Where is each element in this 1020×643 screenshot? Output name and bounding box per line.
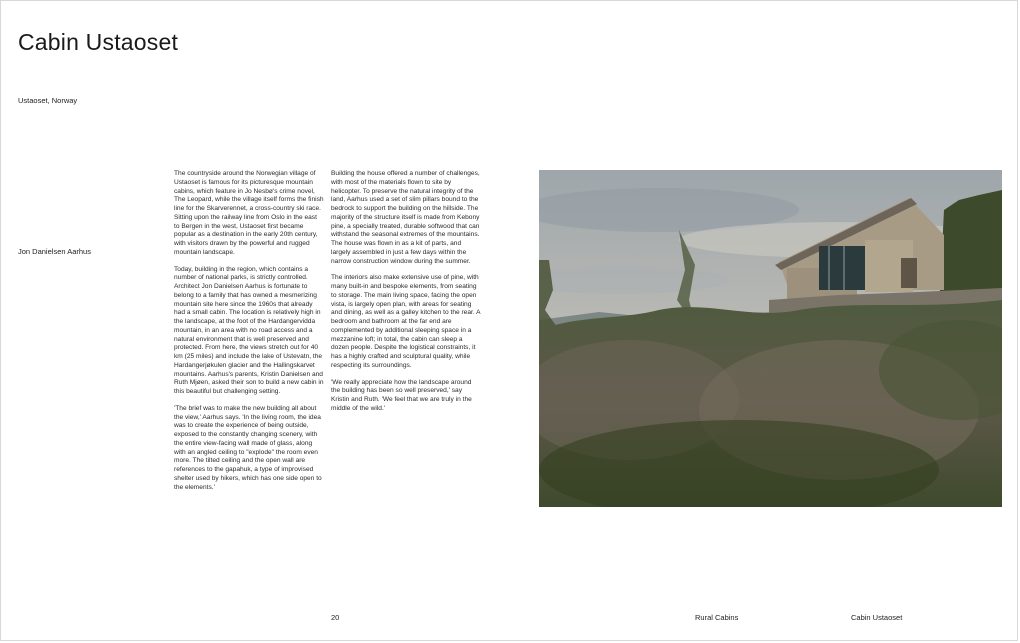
paragraph: 'The brief was to make the new building all about the view,' Aarhus says. 'In the living room, the idea was to create the experience of being outside, exposed to the constantly changing scenery, with the entire view-facing wall made of glass, along with an angled ceiling to "explode" the room even more. The tilted ceiling and the open wall are references to the gapahuk, a type of improvised shelter used by hikers, which has one side open to the elements.'	[174, 404, 322, 491]
paragraph: 'We really appreciate how the landscape around the building has been so well preserved,' say Kristin and Ruth. 'We feel that we are truly in the middle of the wild.'	[331, 378, 472, 412]
project-location: Ustaoset, Norway	[18, 96, 78, 105]
paragraph: Building the house offered a number of challenges, with most of the materials flown to site by helicopter. To preserve the natural integrity of the land, Aarhus used a set of slim pillars bound to the bedrock to support the building on the hillside. The majority of the structure itself is made from Kebony pine, a specially treated, durable softwood that can withstand the seasonal extremes of the mountains. The house was flown in as a kit of parts, and largely assembled in just a few days within the narrow construction window during the summer.	[331, 170, 480, 265]
cabin-photo	[539, 170, 1002, 507]
paragraph: The interiors also make extensive use of pine, with many built-in and bespoke elements, from seating to storage. The main living space, facing the open vista, is largely open plan, with areas for seating and dining, as well as a galley kitchen to the rear. A bedroom and bathroom at the far end are complemented by additional sleeping space in a mezzanine loft; in total, the cabin can sleep a dozen people. Despite the logistical constraints, it has a highly crafted and sculptural quality, while respecting its surroundings.	[331, 274, 481, 369]
page-title: Cabin Ustaoset	[18, 29, 179, 56]
text-column-right	[331, 170, 481, 422]
running-footer-chapter: Cabin Ustaoset	[851, 613, 903, 622]
page-number: 20	[331, 613, 340, 622]
paragraph: Today, building in the region, which contains a number of national parks, is strictly controlled. Architect Jon Danielsen Aarhus is fortunate to belong to a family that has owned a mesmerizing mountain site here since the 1960s that already had a small cabin. The location is relatively high in the landscape, at the foot of the Hardangervidda mountain, in an area with no road access and a natural environment that is well preserved and protected. From here, the views stretch out for 40 km (25 miles) and include the lake of Ustevatn, the Hardangerjøkulen glacier and the Hallingskarvet mountains. Aarhus's parents, Kristin Danielsen and Ruth Mjøen, asked their son to build a new cabin in this beautiful but challenging setting.	[174, 265, 324, 395]
running-footer-section: Rural Cabins	[695, 613, 739, 622]
paragraph: The countryside around the Norwegian village of Ustaoset is famous for its picturesque mountain cabins, which feature in Jo Nesbø's crime novel, The Leopard, while the village itself forms the finish line for the Skarverennet, a cross-country ski race. Sitting upon the railway line from Oslo in the east to Bergen in the west, Ustaoset first became popular as a destination in the early 20th century, with visitors drawn by the powerful and rugged mountain landscape.	[174, 170, 324, 256]
architect-name: Jon Danielsen Aarhus	[18, 247, 91, 256]
text-column-left	[174, 170, 324, 500]
